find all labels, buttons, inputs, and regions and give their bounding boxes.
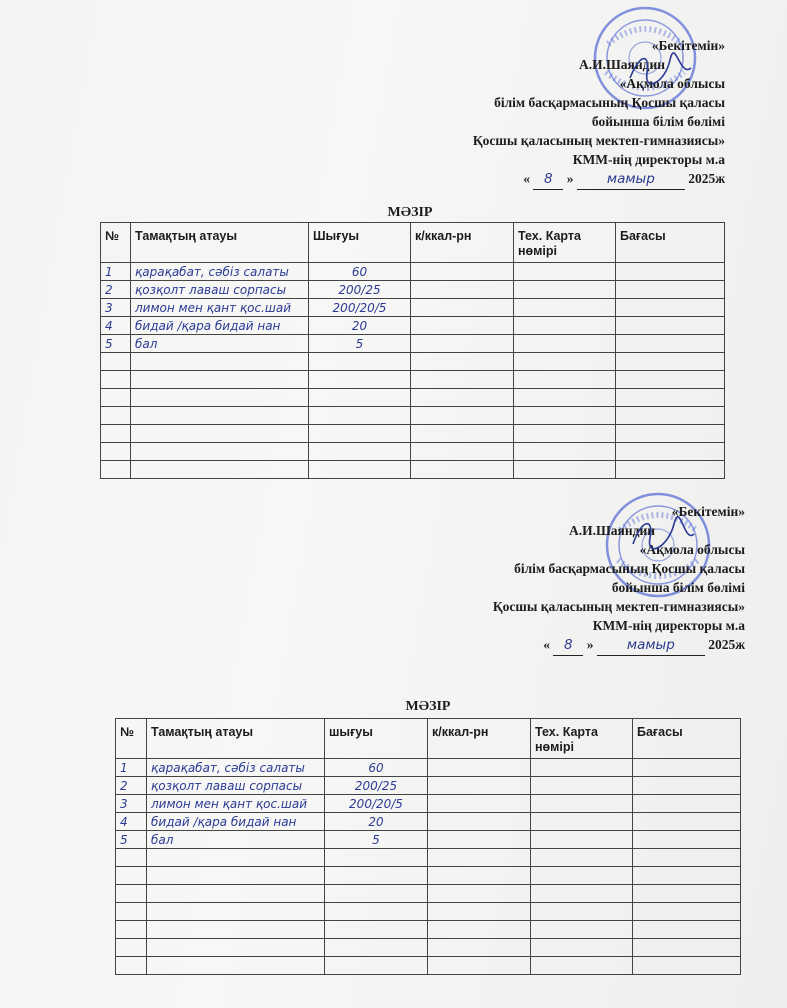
empty-cell bbox=[325, 921, 428, 939]
empty-cell bbox=[514, 353, 616, 371]
empty-cell bbox=[101, 461, 131, 479]
empty-cell bbox=[131, 407, 309, 425]
empty-cell bbox=[428, 939, 531, 957]
dish-price bbox=[616, 281, 725, 299]
dish-name: бал bbox=[131, 335, 309, 353]
table-row bbox=[101, 335, 725, 353]
dish-kcal bbox=[411, 263, 514, 281]
dish-kcal bbox=[428, 831, 531, 849]
row-number: 2 bbox=[116, 777, 147, 795]
empty-cell bbox=[147, 849, 325, 867]
dish-price bbox=[633, 777, 741, 795]
empty-cell bbox=[101, 425, 131, 443]
signature-icon bbox=[628, 512, 698, 554]
empty-cell bbox=[101, 371, 131, 389]
dish-kcal bbox=[411, 299, 514, 317]
dish-name: қозқолт лаваш сорпасы bbox=[131, 281, 309, 299]
empty-cell bbox=[633, 939, 741, 957]
empty-cell bbox=[616, 443, 725, 461]
empty-cell bbox=[616, 353, 725, 371]
approval-line: КММ-нің директоры м.а bbox=[572, 152, 725, 167]
table-row-empty bbox=[101, 371, 725, 389]
empty-cell bbox=[116, 867, 147, 885]
dish-price bbox=[616, 299, 725, 317]
approval-line: Қосшы қаласының мектеп-гимназиясы» bbox=[472, 133, 725, 148]
empty-cell bbox=[514, 407, 616, 425]
empty-cell bbox=[531, 849, 633, 867]
empty-cell bbox=[101, 353, 131, 371]
dish-tech-card bbox=[531, 831, 633, 849]
empty-cell bbox=[514, 461, 616, 479]
dish-name: қарақабат, сәбіз салаты bbox=[131, 263, 309, 281]
empty-cell bbox=[101, 443, 131, 461]
dish-name: бидай /қара бидай нан bbox=[131, 317, 309, 335]
table-row-empty bbox=[116, 849, 741, 867]
empty-cell bbox=[531, 903, 633, 921]
menu-title: МӘЗІР bbox=[387, 205, 433, 220]
dish-name: лимон мен қант қос.шай bbox=[131, 299, 309, 317]
dish-price bbox=[633, 831, 741, 849]
empty-cell bbox=[411, 425, 514, 443]
empty-cell bbox=[428, 903, 531, 921]
column-header-number: № bbox=[116, 719, 147, 759]
empty-cell bbox=[147, 903, 325, 921]
empty-cell bbox=[147, 957, 325, 975]
approval-block-bottom bbox=[493, 502, 745, 656]
empty-cell bbox=[325, 957, 428, 975]
row-number: 1 bbox=[116, 759, 147, 777]
table-row-empty bbox=[116, 939, 741, 957]
empty-cell bbox=[616, 425, 725, 443]
menu-title: МӘЗІР bbox=[405, 699, 451, 714]
empty-cell bbox=[147, 867, 325, 885]
row-number: 5 bbox=[101, 335, 131, 353]
empty-cell bbox=[309, 371, 411, 389]
approval-title: «Бекітемін» bbox=[671, 504, 745, 519]
empty-cell bbox=[428, 885, 531, 903]
empty-cell bbox=[616, 407, 725, 425]
dish-tech-card bbox=[531, 813, 633, 831]
empty-cell bbox=[309, 443, 411, 461]
empty-cell bbox=[116, 939, 147, 957]
empty-cell bbox=[325, 867, 428, 885]
dish-output: 20 bbox=[309, 317, 411, 335]
row-number: 3 bbox=[101, 299, 131, 317]
date-year: 2025ж bbox=[708, 637, 745, 652]
empty-cell bbox=[531, 885, 633, 903]
table-row-empty bbox=[116, 885, 741, 903]
date-day: 8 bbox=[553, 636, 583, 656]
approval-line: «Ақмола облысы bbox=[619, 76, 725, 91]
approval-line: «Ақмола облысы bbox=[639, 542, 745, 557]
dish-price bbox=[633, 795, 741, 813]
approval-line: білім басқармасының Қосшы қаласы bbox=[494, 95, 725, 110]
empty-cell bbox=[325, 885, 428, 903]
empty-cell bbox=[616, 371, 725, 389]
column-header-kcal: к/ккал-рн bbox=[411, 223, 514, 263]
column-header-kcal: к/ккал-рн bbox=[428, 719, 531, 759]
empty-cell bbox=[147, 885, 325, 903]
approval-line: білім басқармасының Қосшы қаласы bbox=[514, 561, 745, 576]
empty-cell bbox=[514, 443, 616, 461]
table-row bbox=[116, 813, 741, 831]
dish-output: 200/20/5 bbox=[325, 795, 428, 813]
empty-cell bbox=[101, 407, 131, 425]
empty-cell bbox=[633, 903, 741, 921]
column-header-dish-name: Тамақтың атауы bbox=[147, 719, 325, 759]
empty-cell bbox=[633, 957, 741, 975]
table-row bbox=[116, 795, 741, 813]
empty-cell bbox=[531, 939, 633, 957]
empty-cell bbox=[309, 353, 411, 371]
dish-name: қозқолт лаваш сорпасы bbox=[147, 777, 325, 795]
empty-cell bbox=[309, 407, 411, 425]
empty-cell bbox=[428, 867, 531, 885]
dish-price bbox=[616, 335, 725, 353]
empty-cell bbox=[131, 371, 309, 389]
empty-cell bbox=[116, 849, 147, 867]
dish-output: 200/25 bbox=[325, 777, 428, 795]
empty-cell bbox=[411, 353, 514, 371]
empty-cell bbox=[131, 443, 309, 461]
date-month: мамыр bbox=[577, 170, 685, 190]
empty-cell bbox=[428, 921, 531, 939]
dish-kcal bbox=[411, 317, 514, 335]
dish-tech-card bbox=[531, 759, 633, 777]
row-number: 5 bbox=[116, 831, 147, 849]
dish-output: 60 bbox=[309, 263, 411, 281]
row-number: 2 bbox=[101, 281, 131, 299]
row-number: 3 bbox=[116, 795, 147, 813]
table-row bbox=[101, 281, 725, 299]
dish-kcal bbox=[411, 281, 514, 299]
column-header-dish-name: Тамақтың атауы bbox=[131, 223, 309, 263]
table-row bbox=[101, 317, 725, 335]
dish-tech-card bbox=[514, 299, 616, 317]
column-header-output: шығуы bbox=[325, 719, 428, 759]
empty-cell bbox=[514, 371, 616, 389]
approval-line: бойынша білім бөлімі bbox=[611, 580, 745, 595]
row-number: 4 bbox=[101, 317, 131, 335]
column-header-tech-card: Тех. Карта нөмірі bbox=[514, 223, 616, 263]
dish-tech-card bbox=[514, 335, 616, 353]
empty-cell bbox=[325, 849, 428, 867]
empty-cell bbox=[131, 389, 309, 407]
empty-cell bbox=[147, 921, 325, 939]
empty-cell bbox=[325, 903, 428, 921]
dish-output: 5 bbox=[325, 831, 428, 849]
approval-line: КММ-нің директоры м.а bbox=[592, 618, 745, 633]
empty-cell bbox=[633, 921, 741, 939]
empty-cell bbox=[116, 903, 147, 921]
empty-cell bbox=[633, 867, 741, 885]
dish-output: 200/25 bbox=[309, 281, 411, 299]
table-row-empty bbox=[101, 443, 725, 461]
empty-cell bbox=[514, 425, 616, 443]
table-row-empty bbox=[101, 425, 725, 443]
empty-cell bbox=[147, 939, 325, 957]
dish-kcal bbox=[428, 813, 531, 831]
empty-cell bbox=[411, 371, 514, 389]
empty-cell bbox=[325, 939, 428, 957]
empty-cell bbox=[131, 425, 309, 443]
menu-table-bottom bbox=[115, 718, 741, 975]
empty-cell bbox=[131, 353, 309, 371]
empty-cell bbox=[116, 885, 147, 903]
approval-line: бойынша білім бөлімі bbox=[591, 114, 725, 129]
empty-cell bbox=[309, 389, 411, 407]
table-row-empty bbox=[101, 461, 725, 479]
empty-cell bbox=[531, 867, 633, 885]
table-row bbox=[116, 759, 741, 777]
dish-price bbox=[633, 813, 741, 831]
row-number: 4 bbox=[116, 813, 147, 831]
column-header-price: Бағасы bbox=[633, 719, 741, 759]
dish-kcal bbox=[428, 759, 531, 777]
empty-cell bbox=[101, 389, 131, 407]
dish-output: 200/20/5 bbox=[309, 299, 411, 317]
date-day: 8 bbox=[533, 170, 563, 190]
dish-tech-card bbox=[514, 281, 616, 299]
empty-cell bbox=[616, 461, 725, 479]
date-year: 2025ж bbox=[688, 171, 725, 186]
table-row bbox=[116, 777, 741, 795]
empty-cell bbox=[616, 389, 725, 407]
empty-cell bbox=[131, 461, 309, 479]
approval-title: «Бекітемін» bbox=[651, 38, 725, 53]
empty-cell bbox=[411, 461, 514, 479]
dish-output: 20 bbox=[325, 813, 428, 831]
menu-table-top bbox=[100, 222, 725, 479]
empty-cell bbox=[309, 461, 411, 479]
empty-cell bbox=[428, 957, 531, 975]
empty-cell bbox=[428, 849, 531, 867]
table-row-empty bbox=[116, 867, 741, 885]
column-header-output: Шығуы bbox=[309, 223, 411, 263]
dish-kcal bbox=[411, 335, 514, 353]
dish-price bbox=[616, 263, 725, 281]
table-row-empty bbox=[116, 957, 741, 975]
approval-line: Қосшы қаласының мектеп-гимназиясы» bbox=[492, 599, 745, 614]
dish-name: лимон мен қант қос.шай bbox=[147, 795, 325, 813]
table-row bbox=[101, 263, 725, 281]
table-row-empty bbox=[101, 353, 725, 371]
dish-price bbox=[633, 759, 741, 777]
empty-cell bbox=[411, 407, 514, 425]
table-row bbox=[116, 831, 741, 849]
column-header-price: Бағасы bbox=[616, 223, 725, 263]
row-number: 1 bbox=[101, 263, 131, 281]
date-month: мамыр bbox=[597, 636, 705, 656]
approval-date: « 8 » мамыр 2025ж bbox=[473, 169, 725, 190]
dish-output: 5 bbox=[309, 335, 411, 353]
dish-tech-card bbox=[514, 263, 616, 281]
empty-cell bbox=[633, 849, 741, 867]
dish-tech-card bbox=[514, 317, 616, 335]
table-row-empty bbox=[101, 389, 725, 407]
empty-cell bbox=[633, 885, 741, 903]
empty-cell bbox=[514, 389, 616, 407]
empty-cell bbox=[411, 443, 514, 461]
empty-cell bbox=[116, 921, 147, 939]
table-row-empty bbox=[116, 921, 741, 939]
table-row-empty bbox=[116, 903, 741, 921]
column-header-number: № bbox=[101, 223, 131, 263]
signature-icon bbox=[625, 48, 695, 88]
dish-output: 60 bbox=[325, 759, 428, 777]
dish-kcal bbox=[428, 795, 531, 813]
approver-name: А.И.Шаяндин bbox=[568, 523, 655, 538]
empty-cell bbox=[411, 389, 514, 407]
dish-tech-card bbox=[531, 777, 633, 795]
dish-name: бал bbox=[147, 831, 325, 849]
empty-cell bbox=[531, 921, 633, 939]
table-row bbox=[101, 299, 725, 317]
approval-date: « 8 » мамыр 2025ж bbox=[493, 635, 745, 656]
empty-cell bbox=[116, 957, 147, 975]
dish-kcal bbox=[428, 777, 531, 795]
dish-name: бидай /қара бидай нан bbox=[147, 813, 325, 831]
column-header-tech-card: Тех. Карта нөмірі bbox=[531, 719, 633, 759]
dish-tech-card bbox=[531, 795, 633, 813]
empty-cell bbox=[531, 957, 633, 975]
table-row-empty bbox=[101, 407, 725, 425]
dish-name: қарақабат, сәбіз салаты bbox=[147, 759, 325, 777]
dish-price bbox=[616, 317, 725, 335]
empty-cell bbox=[309, 425, 411, 443]
approver-name: А.И.Шаяндин bbox=[578, 57, 665, 72]
